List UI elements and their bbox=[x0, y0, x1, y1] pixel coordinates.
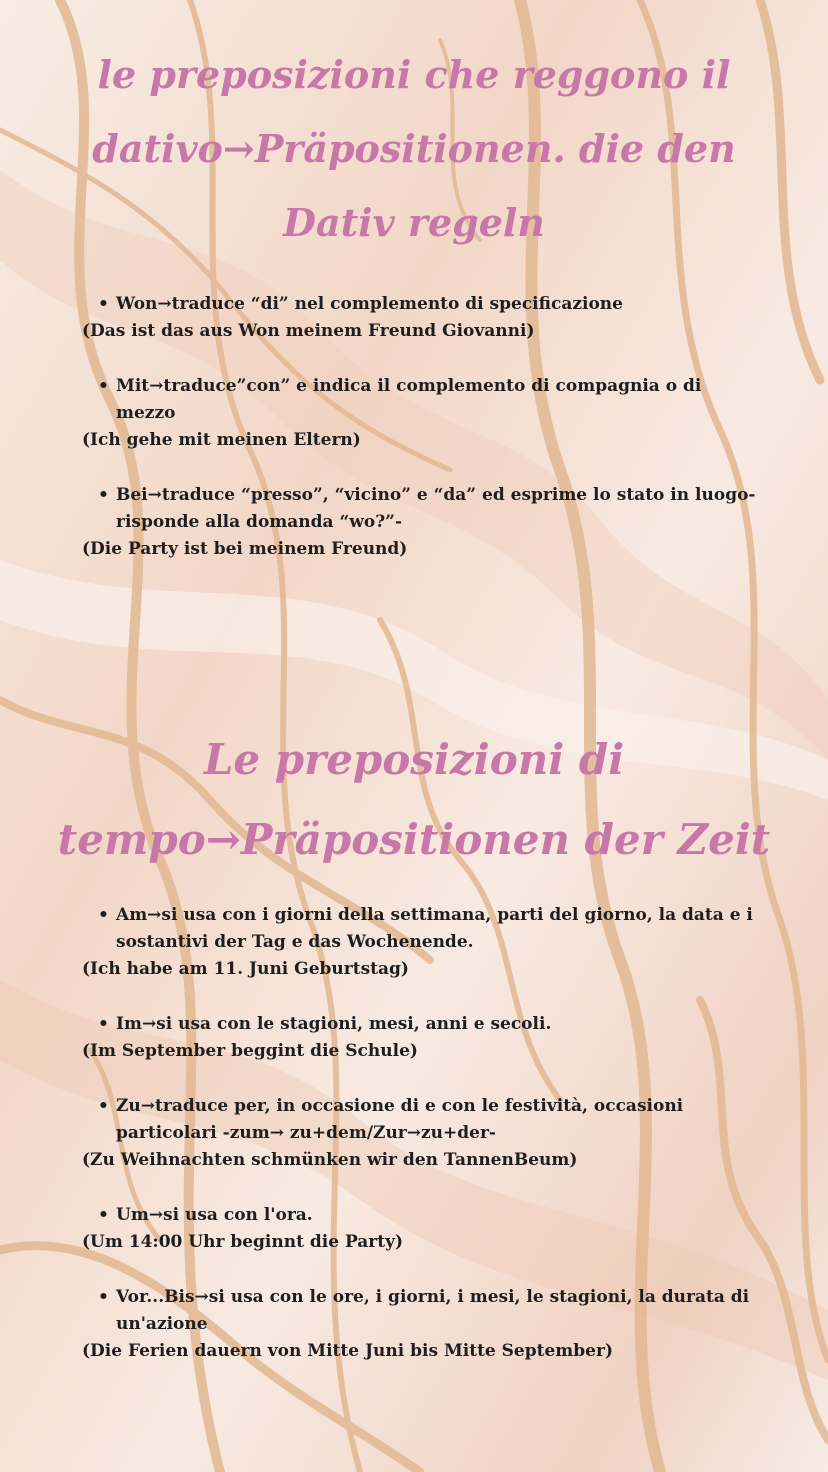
section-title-dativo: le preposizioni che reggono il dativo→Präpositionen. die den Dativ regeln bbox=[92, 52, 736, 245]
item-example: (Um 14:00 Uhr beginnt die Party) bbox=[82, 1232, 404, 1252]
list-item bbox=[82, 1011, 762, 1065]
item-text: • Bei→traduce “presso”, “vicino” e “da” ed esprime lo stato in luogo- risponde alla domanda “wo?”- bbox=[82, 482, 762, 536]
list-item bbox=[82, 482, 762, 563]
section-tempo bbox=[82, 902, 762, 1393]
item-text: • Vor...Bis→si usa con le ore, i giorni, i mesi, le stagioni, la durata di un'azione bbox=[82, 1284, 762, 1338]
section-dativo bbox=[82, 291, 762, 591]
list-item bbox=[82, 1284, 762, 1365]
section-title-tempo: Le preposizioni di tempo→Präpositionen der Zeit bbox=[57, 735, 771, 864]
item-text: • Im→si usa con le stagioni, mesi, anni e secoli. bbox=[82, 1011, 762, 1038]
list-item bbox=[82, 1093, 762, 1174]
list-item bbox=[82, 373, 762, 454]
list-item bbox=[82, 902, 762, 983]
item-example: (Ich gehe mit meinen Eltern) bbox=[82, 430, 361, 450]
item-text: • Mit→traduce”con” e indica il complemento di compagnia o di mezzo bbox=[82, 373, 762, 427]
item-example: (Die Ferien dauern von Mitte Juni bis Mitte September) bbox=[82, 1341, 613, 1361]
item-text: • Um→si usa con l'ora. bbox=[82, 1202, 762, 1229]
list-item bbox=[82, 291, 762, 345]
item-example: (Im September beggint die Schule) bbox=[82, 1041, 418, 1061]
item-example: (Die Party ist bei meinem Freund) bbox=[82, 539, 408, 559]
item-example: (Das ist das aus Won meinem Freund Giovanni) bbox=[82, 321, 535, 341]
item-example: (Zu Weihnachten schmünken wir den TannenBeum) bbox=[82, 1150, 578, 1170]
item-text: • Zu→traduce per, in occasione di e con le festività, occasioni particolari -zum→ zu+dem/Zur→zu+der- bbox=[82, 1093, 762, 1147]
item-text: • Am→si usa con i giorni della settimana, parti del giorno, la data e i sostantivi der Tag e das Wochenende. bbox=[82, 902, 762, 956]
list-item bbox=[82, 1202, 762, 1256]
item-example: (Ich habe am 11. Juni Geburtstag) bbox=[82, 959, 409, 979]
item-text: • Won→traduce “di” nel complemento di specificazione bbox=[82, 291, 762, 318]
